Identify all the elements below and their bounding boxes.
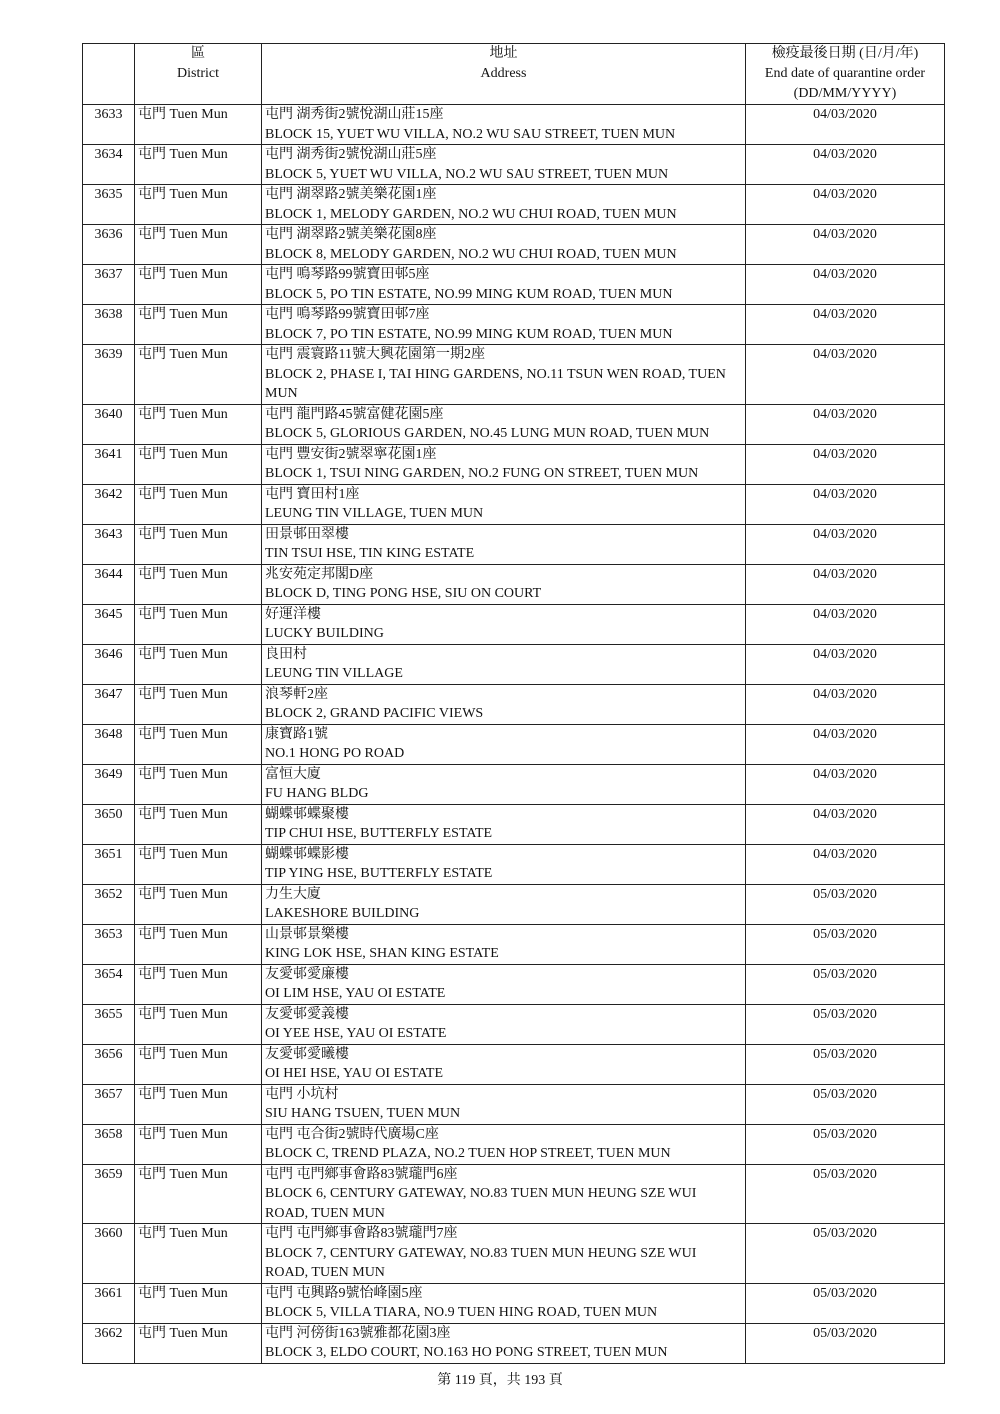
row-number: 3650 — [83, 804, 135, 844]
row-end-date: 04/03/2020 — [746, 345, 945, 405]
address-zh: 屯門 小坑村 — [265, 1086, 339, 1102]
row-district: 屯門 Tuen Mun — [135, 884, 262, 924]
row-number: 3658 — [83, 1124, 135, 1164]
row-number: 3644 — [83, 564, 135, 604]
address-en: BLOCK 15, YUET WU VILLA, NO.2 WU SAU STREET, TUEN MUN — [265, 126, 676, 142]
row-address — [262, 225, 746, 265]
table-row — [83, 524, 945, 564]
address-en: BLOCK 1, TSUI NING GARDEN, NO.2 FUNG ON STREET, TUEN MUN — [265, 466, 699, 481]
row-address — [262, 924, 746, 964]
address-en: BLOCK 5, PO TIN ESTATE, NO.99 MING KUM ROAD, TUEN MUN — [265, 286, 673, 302]
address-en: NO.1 HONG PO ROAD — [265, 746, 405, 761]
header-address-zh: 地址 — [489, 46, 518, 61]
address-en: BLOCK 2, GRAND PACIFIC VIEWS — [265, 706, 484, 721]
row-district: 屯門 Tuen Mun — [135, 225, 262, 265]
row-district: 屯門 Tuen Mun — [135, 444, 262, 484]
address-en: SIU HANG TSUEN, TUEN MUN — [265, 1106, 461, 1121]
address-zh: 屯門 湖翠路2號美樂花園8座 — [265, 227, 437, 242]
row-district: 屯門 Tuen Mun — [135, 265, 262, 305]
address-zh: 蝴蝶邨蝶影樓 — [265, 846, 349, 862]
address-en: OI HEI HSE, YAU OI ESTATE — [265, 1066, 444, 1081]
row-district: 屯門 Tuen Mun — [135, 305, 262, 345]
row-end-date: 05/03/2020 — [746, 964, 945, 1004]
address-en: BLOCK 5, YUET WU VILLA, NO.2 WU SAU STREET, TUEN MUN — [265, 166, 669, 182]
row-address — [262, 145, 746, 185]
row-address — [262, 1283, 746, 1323]
row-district: 屯門 Tuen Mun — [135, 724, 262, 764]
row-end-date: 05/03/2020 — [746, 924, 945, 964]
address-en: LAKESHORE BUILDING — [265, 906, 420, 921]
row-number: 3656 — [83, 1044, 135, 1084]
row-end-date: 05/03/2020 — [746, 1323, 945, 1363]
row-end-date: 04/03/2020 — [746, 844, 945, 884]
row-end-date: 04/03/2020 — [746, 564, 945, 604]
row-end-date: 04/03/2020 — [746, 604, 945, 644]
row-district: 屯門 Tuen Mun — [135, 964, 262, 1004]
address-en: BLOCK 7, PO TIN ESTATE, NO.99 MING KUM ROAD, TUEN MUN — [265, 326, 673, 342]
table-row — [83, 964, 945, 1004]
row-district: 屯門 Tuen Mun — [135, 564, 262, 604]
row-number: 3662 — [83, 1323, 135, 1363]
row-address — [262, 1224, 746, 1284]
address-zh: 好運洋樓 — [265, 606, 321, 622]
address-zh: 屯門 屯合街2號時代廣場C座 — [265, 1126, 439, 1142]
table-row — [83, 1044, 945, 1084]
row-number: 3641 — [83, 444, 135, 484]
address-en: BLOCK C, TREND PLAZA, NO.2 TUEN HOP STREET, TUEN MUN — [265, 1146, 671, 1161]
address-en: KING LOK HSE, SHAN KING ESTATE — [265, 946, 499, 961]
row-end-date: 04/03/2020 — [746, 444, 945, 484]
address-zh: 屯門 震寰路11號大興花園第一期2座 — [265, 347, 485, 362]
row-district: 屯門 Tuen Mun — [135, 105, 262, 145]
address-en: TIP CHUI HSE, BUTTERFLY ESTATE — [265, 826, 493, 841]
row-number: 3634 — [83, 145, 135, 185]
address-zh: 山景邨景樂樓 — [265, 926, 349, 942]
header-district-en: District — [177, 66, 219, 81]
row-number: 3643 — [83, 524, 135, 564]
table-row — [83, 844, 945, 884]
row-address — [262, 1084, 746, 1124]
row-district: 屯門 Tuen Mun — [135, 844, 262, 884]
row-address — [262, 844, 746, 884]
row-end-date: 05/03/2020 — [746, 1004, 945, 1044]
row-address — [262, 185, 746, 225]
address-zh: 屯門 屯興路9號怡峰園5座 — [265, 1285, 423, 1301]
address-en: BLOCK 6, CENTURY GATEWAY, NO.83 TUEN MUN HEUNG SZE WUI ROAD, TUEN MUN — [265, 1186, 697, 1221]
row-end-date: 04/03/2020 — [746, 105, 945, 145]
row-end-date: 04/03/2020 — [746, 225, 945, 265]
row-number: 3646 — [83, 644, 135, 684]
row-address — [262, 524, 746, 564]
row-end-date: 04/03/2020 — [746, 524, 945, 564]
row-district: 屯門 Tuen Mun — [135, 1224, 262, 1284]
row-address — [262, 265, 746, 305]
table-row — [83, 225, 945, 265]
row-number: 3636 — [83, 225, 135, 265]
row-address — [262, 484, 746, 524]
table-header-row — [83, 44, 945, 105]
row-end-date: 04/03/2020 — [746, 145, 945, 185]
row-end-date: 04/03/2020 — [746, 724, 945, 764]
address-en: OI YEE HSE, YAU OI ESTATE — [265, 1026, 447, 1041]
row-end-date: 04/03/2020 — [746, 404, 945, 444]
address-en: FU HANG BLDG — [265, 786, 369, 801]
row-end-date: 05/03/2020 — [746, 1283, 945, 1323]
address-en: BLOCK 7, CENTURY GATEWAY, NO.83 TUEN MUN HEUNG SZE WUI ROAD, TUEN MUN — [265, 1245, 697, 1280]
row-district: 屯門 Tuen Mun — [135, 924, 262, 964]
row-address — [262, 604, 746, 644]
row-number: 3638 — [83, 305, 135, 345]
row-district: 屯門 Tuen Mun — [135, 345, 262, 405]
table-row — [83, 265, 945, 305]
row-address — [262, 1124, 746, 1164]
row-address — [262, 684, 746, 724]
address-en: BLOCK D, TING PONG HSE, SIU ON COURT — [265, 586, 542, 601]
table-body — [83, 105, 945, 1364]
row-number: 3659 — [83, 1164, 135, 1224]
row-address — [262, 345, 746, 405]
address-zh: 浪琴軒2座 — [265, 686, 328, 702]
address-zh: 兆安苑定邦閣D座 — [265, 566, 374, 582]
header-no — [83, 44, 135, 105]
row-end-date: 05/03/2020 — [746, 1044, 945, 1084]
table-row — [83, 604, 945, 644]
address-en: BLOCK 2, PHASE I, TAI HING GARDENS, NO.11 TSUN WEN ROAD, TUEN MUN — [265, 366, 726, 401]
address-zh: 友愛邨愛廉樓 — [265, 966, 349, 982]
address-zh: 力生大廈 — [265, 886, 321, 902]
row-address — [262, 564, 746, 604]
address-en: BLOCK 1, MELODY GARDEN, NO.2 WU CHUI ROAD, TUEN MUN — [265, 206, 677, 222]
address-zh: 屯門 湖秀街2號悅湖山莊15座 — [265, 107, 444, 122]
row-district: 屯門 Tuen Mun — [135, 145, 262, 185]
row-number: 3657 — [83, 1084, 135, 1124]
header-date-format: (DD/MM/YYYY) — [793, 86, 897, 101]
row-address — [262, 964, 746, 1004]
row-district: 屯門 Tuen Mun — [135, 764, 262, 804]
row-address — [262, 105, 746, 145]
address-en: BLOCK 5, VILLA TIARA, NO.9 TUEN HING ROAD, TUEN MUN — [265, 1305, 658, 1320]
row-address — [262, 1004, 746, 1044]
address-zh: 富恒大廈 — [265, 766, 321, 782]
row-number: 3635 — [83, 185, 135, 225]
table-row — [83, 484, 945, 524]
row-district: 屯門 Tuen Mun — [135, 404, 262, 444]
row-end-date: 04/03/2020 — [746, 684, 945, 724]
row-end-date: 04/03/2020 — [746, 804, 945, 844]
row-district: 屯門 Tuen Mun — [135, 1004, 262, 1044]
row-address — [262, 764, 746, 804]
row-district: 屯門 Tuen Mun — [135, 185, 262, 225]
address-en: BLOCK 3, ELDO COURT, NO.163 HO PONG STREET, TUEN MUN — [265, 1345, 668, 1360]
header-district — [135, 44, 262, 105]
address-zh: 田景邨田翠樓 — [265, 526, 349, 542]
table-row — [83, 1323, 945, 1363]
row-end-date: 04/03/2020 — [746, 265, 945, 305]
row-address — [262, 404, 746, 444]
address-zh: 蝴蝶邨蝶聚樓 — [265, 806, 349, 822]
row-number: 3645 — [83, 604, 135, 644]
table-row — [83, 185, 945, 225]
row-district: 屯門 Tuen Mun — [135, 604, 262, 644]
header-date — [746, 44, 945, 105]
row-address — [262, 1323, 746, 1363]
row-number: 3654 — [83, 964, 135, 1004]
row-end-date: 05/03/2020 — [746, 1124, 945, 1164]
address-zh: 屯門 鳴琴路99號寶田邨7座 — [265, 307, 430, 322]
header-date-en: End date of quarantine order — [764, 66, 926, 81]
row-number: 3661 — [83, 1283, 135, 1323]
address-en: BLOCK 8, MELODY GARDEN, NO.2 WU CHUI ROAD, TUEN MUN — [265, 246, 677, 262]
row-address — [262, 884, 746, 924]
row-number: 3642 — [83, 484, 135, 524]
address-en: OI LIM HSE, YAU OI ESTATE — [265, 986, 446, 1001]
table-row — [83, 884, 945, 924]
address-zh: 屯門 湖翠路2號美樂花園1座 — [265, 187, 437, 202]
table-row — [83, 105, 945, 145]
row-number: 3652 — [83, 884, 135, 924]
header-address-en: Address — [480, 66, 527, 81]
row-address — [262, 804, 746, 844]
row-number: 3647 — [83, 684, 135, 724]
table-row — [83, 724, 945, 764]
row-number: 3639 — [83, 345, 135, 405]
table-row — [83, 145, 945, 185]
row-address — [262, 444, 746, 484]
address-zh: 友愛邨愛曦樓 — [265, 1046, 349, 1062]
row-number: 3655 — [83, 1004, 135, 1044]
row-address — [262, 644, 746, 684]
row-end-date: 04/03/2020 — [746, 305, 945, 345]
address-en: LEUNG TIN VILLAGE, TUEN MUN — [265, 506, 484, 521]
table-row — [83, 1084, 945, 1124]
table-row — [83, 764, 945, 804]
row-district: 屯門 Tuen Mun — [135, 524, 262, 564]
row-end-date: 05/03/2020 — [746, 1164, 945, 1224]
address-zh: 屯門 湖秀街2號悅湖山莊5座 — [265, 147, 437, 162]
row-district: 屯門 Tuen Mun — [135, 804, 262, 844]
row-number: 3649 — [83, 764, 135, 804]
row-address — [262, 1164, 746, 1224]
row-district: 屯門 Tuen Mun — [135, 484, 262, 524]
table-row — [83, 1164, 945, 1224]
header-district-zh: 區 — [191, 46, 205, 61]
row-district: 屯門 Tuen Mun — [135, 644, 262, 684]
table-row — [83, 305, 945, 345]
row-number: 3648 — [83, 724, 135, 764]
table-row — [83, 1004, 945, 1044]
table-row — [83, 345, 945, 405]
table-row — [83, 924, 945, 964]
row-district: 屯門 Tuen Mun — [135, 1124, 262, 1164]
address-en: LUCKY BUILDING — [265, 626, 384, 641]
address-en: TIN TSUI HSE, TIN KING ESTATE — [265, 546, 475, 561]
row-district: 屯門 Tuen Mun — [135, 1323, 262, 1363]
row-number: 3660 — [83, 1224, 135, 1284]
row-end-date: 04/03/2020 — [746, 644, 945, 684]
address-zh: 友愛邨愛義樓 — [265, 1006, 349, 1022]
address-zh: 屯門 龍門路45號富健花園5座 — [265, 406, 444, 422]
address-en: TIP YING HSE, BUTTERFLY ESTATE — [265, 866, 493, 881]
row-address — [262, 1044, 746, 1084]
row-number: 3637 — [83, 265, 135, 305]
table-row — [83, 644, 945, 684]
header-date-zh: 檢疫最後日期 (日/月/年) — [771, 46, 919, 61]
header-address — [262, 44, 746, 105]
address-en: BLOCK 5, GLORIOUS GARDEN, NO.45 LUNG MUN ROAD, TUEN MUN — [265, 426, 710, 441]
row-district: 屯門 Tuen Mun — [135, 1084, 262, 1124]
table-row — [83, 804, 945, 844]
row-end-date: 05/03/2020 — [746, 1084, 945, 1124]
row-end-date: 04/03/2020 — [746, 764, 945, 804]
row-number: 3651 — [83, 844, 135, 884]
table-row — [83, 1283, 945, 1323]
row-number: 3653 — [83, 924, 135, 964]
row-address — [262, 724, 746, 764]
table-row — [83, 1224, 945, 1284]
row-address — [262, 305, 746, 345]
address-zh: 屯門 河傍街163號雅都花園3座 — [265, 1325, 451, 1341]
address-zh: 屯門 鳴琴路99號寶田邨5座 — [265, 267, 430, 282]
address-en: LEUNG TIN VILLAGE — [265, 666, 403, 681]
row-district: 屯門 Tuen Mun — [135, 1044, 262, 1084]
quarantine-address-table — [82, 43, 945, 1364]
address-zh: 屯門 寶田村1座 — [265, 486, 360, 502]
address-zh: 康寶路1號 — [265, 726, 328, 742]
row-number: 3640 — [83, 404, 135, 444]
row-end-date: 05/03/2020 — [746, 884, 945, 924]
address-zh: 屯門 豐安街2號翠寧花園1座 — [265, 446, 437, 462]
row-number: 3633 — [83, 105, 135, 145]
table-row — [83, 404, 945, 444]
table-row — [83, 1124, 945, 1164]
row-district: 屯門 Tuen Mun — [135, 1164, 262, 1224]
page-footer: 第 119 頁，共 193 頁 — [437, 1373, 563, 1388]
row-end-date: 05/03/2020 — [746, 1224, 945, 1284]
address-zh: 屯門 屯門鄉事會路83號瓏門6座 — [265, 1166, 458, 1182]
row-end-date: 04/03/2020 — [746, 484, 945, 524]
row-district: 屯門 Tuen Mun — [135, 1283, 262, 1323]
row-end-date: 04/03/2020 — [746, 185, 945, 225]
table-row — [83, 684, 945, 724]
address-zh: 良田村 — [265, 646, 307, 662]
table-row — [83, 444, 945, 484]
address-zh: 屯門 屯門鄉事會路83號瓏門7座 — [265, 1226, 458, 1241]
row-district: 屯門 Tuen Mun — [135, 684, 262, 724]
table-row — [83, 564, 945, 604]
